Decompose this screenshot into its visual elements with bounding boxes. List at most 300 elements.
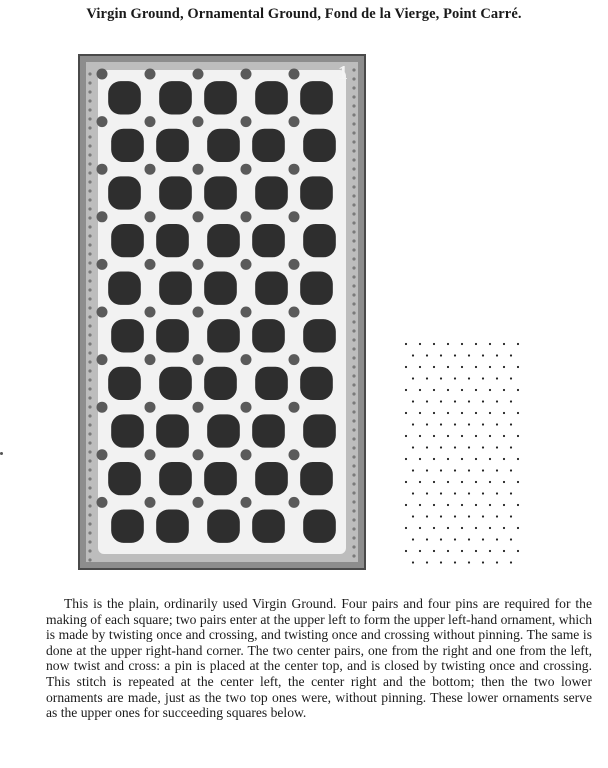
pricking-dot (412, 446, 414, 448)
pricking-dot (475, 550, 477, 552)
lace-hole (300, 176, 333, 209)
lace-ornament (97, 449, 108, 460)
pricking-dot (468, 354, 470, 356)
pricking-dot (482, 446, 484, 448)
net-dot (88, 414, 91, 417)
pricking-dot (482, 377, 484, 379)
pricking-dot (426, 469, 428, 471)
pricking-dot (468, 515, 470, 517)
lace-hole (207, 414, 240, 447)
lace-ornament (97, 164, 108, 175)
lace-ornament (145, 449, 156, 460)
pricking-dot (440, 400, 442, 402)
pricking-dot (461, 458, 463, 460)
net-dot (88, 288, 91, 291)
pricking-dot (482, 423, 484, 425)
lace-ornament (289, 402, 300, 413)
lace-hole (111, 129, 144, 162)
net-dot (352, 86, 355, 89)
pricking-dot (468, 400, 470, 402)
pricking-dot (461, 412, 463, 414)
lace-ornament (241, 354, 252, 365)
pricking-dot (517, 412, 519, 414)
net-dot (88, 504, 91, 507)
net-dot (88, 216, 91, 219)
pricking-dot (419, 412, 421, 414)
lace-hole (156, 414, 189, 447)
pricking-dot (454, 492, 456, 494)
pricking-dot (405, 366, 407, 368)
pricking-dot (440, 446, 442, 448)
lace-ornament (97, 116, 108, 127)
net-dot (88, 171, 91, 174)
net-dot (88, 135, 91, 138)
net-dot (352, 158, 355, 161)
pricking-dot (482, 492, 484, 494)
lace-hole (300, 462, 333, 495)
lace-ornament (97, 69, 108, 80)
lace-hole (108, 367, 141, 400)
pricking-dot (440, 561, 442, 563)
pricking-dot (433, 435, 435, 437)
lace-hole (255, 272, 288, 305)
lace-ornament (241, 449, 252, 460)
pricking-dot (503, 481, 505, 483)
lace-hole (255, 462, 288, 495)
lace-ornament (193, 259, 204, 270)
lace-ornament (145, 354, 156, 365)
lace-ornament (241, 259, 252, 270)
pricking-dot (475, 343, 477, 345)
net-dot (352, 212, 355, 215)
lace-ornament (289, 497, 300, 508)
net-dot (352, 401, 355, 404)
pricking-dot (440, 492, 442, 494)
pricking-dot (461, 481, 463, 483)
pricking-dot (475, 435, 477, 437)
pricking-dot (503, 527, 505, 529)
pricking-dot (489, 550, 491, 552)
pricking-dot (496, 561, 498, 563)
pricking-dot (489, 412, 491, 414)
lace-hole (207, 224, 240, 257)
pricking-dot (461, 504, 463, 506)
net-dot (352, 383, 355, 386)
net-dot (88, 486, 91, 489)
net-dot (88, 81, 91, 84)
pricking-dot (447, 389, 449, 391)
pricking-dot (475, 389, 477, 391)
lace-hole (303, 129, 336, 162)
net-dot (88, 261, 91, 264)
pricking-dot (419, 366, 421, 368)
net-dot (88, 450, 91, 453)
lace-hole (252, 414, 285, 447)
pricking-dot (433, 458, 435, 460)
net-dot (88, 468, 91, 471)
net-dot (88, 549, 91, 552)
pricking-dot (510, 561, 512, 563)
lace-hole (255, 176, 288, 209)
lace-hole (207, 129, 240, 162)
pricking-dot (426, 423, 428, 425)
pricking-dot (419, 504, 421, 506)
pricking-dot (440, 538, 442, 540)
lace-ornament (193, 307, 204, 318)
pricking-dot (510, 423, 512, 425)
pricking-dot (503, 412, 505, 414)
pricking-dot (454, 561, 456, 563)
pricking-dot (475, 504, 477, 506)
pricking-dot (503, 550, 505, 552)
lace-hole (207, 319, 240, 352)
lace-ornament (145, 164, 156, 175)
pricking-dot (447, 504, 449, 506)
lace-hole (108, 462, 141, 495)
pricking-dot (433, 389, 435, 391)
pricking-dot (440, 377, 442, 379)
plate-number: 1 (338, 62, 348, 84)
pricking-dot (503, 435, 505, 437)
lace-hole (303, 414, 336, 447)
lace-hole (303, 510, 336, 543)
net-dot (352, 518, 355, 521)
net-dot (88, 459, 91, 462)
net-dot (352, 284, 355, 287)
pricking-dot (412, 469, 414, 471)
pricking-dot (475, 366, 477, 368)
net-dot (352, 77, 355, 80)
lace-ornament (145, 211, 156, 222)
lace-hole (204, 81, 237, 114)
net-dot (352, 527, 355, 530)
lace-ornament (241, 402, 252, 413)
pricking-dot (426, 492, 428, 494)
pricking-dot (475, 412, 477, 414)
net-dot (88, 126, 91, 129)
lace-hole (159, 462, 192, 495)
pricking-dot (433, 366, 435, 368)
pricking-dot (412, 515, 414, 517)
lace-hole (111, 510, 144, 543)
pricking-dot (496, 423, 498, 425)
net-dot (352, 338, 355, 341)
net-dot (352, 455, 355, 458)
lace-hole (300, 81, 333, 114)
lace-hole (204, 367, 237, 400)
pricking-dot (517, 435, 519, 437)
pricking-dot (440, 515, 442, 517)
lace-ornament (241, 497, 252, 508)
net-dot (352, 473, 355, 476)
lace-hole (255, 367, 288, 400)
lace-ornament (193, 402, 204, 413)
lace-ornament (289, 354, 300, 365)
pricking-dot (454, 469, 456, 471)
pricking-dot (517, 550, 519, 552)
net-dot (88, 423, 91, 426)
pricking-dot (426, 377, 428, 379)
lace-ornament (97, 307, 108, 318)
lace-hole (252, 129, 285, 162)
pricking-dot (496, 377, 498, 379)
pricking-dot (419, 343, 421, 345)
pricking-dot (440, 354, 442, 356)
pricking-dot (433, 504, 435, 506)
pricking-dot (503, 458, 505, 460)
lace-hole (159, 176, 192, 209)
pricking-dot (454, 377, 456, 379)
net-dot (352, 464, 355, 467)
net-dot (88, 144, 91, 147)
net-dot (88, 558, 91, 561)
pricking-dot (461, 366, 463, 368)
net-dot (352, 302, 355, 305)
pricking-dot (489, 366, 491, 368)
lace-hole (252, 319, 285, 352)
pricking-dot (489, 458, 491, 460)
net-dot (352, 374, 355, 377)
pricking-dot (454, 354, 456, 356)
lace-hole (156, 224, 189, 257)
pricking-dot (517, 481, 519, 483)
net-dot (88, 306, 91, 309)
net-dot (88, 405, 91, 408)
net-dot (352, 149, 355, 152)
net-dot (88, 297, 91, 300)
pricking-dot (461, 389, 463, 391)
lace-hole (303, 224, 336, 257)
pricking-dot (461, 435, 463, 437)
pricking-dot (419, 527, 421, 529)
net-dot (352, 554, 355, 557)
pricking-dot (510, 354, 512, 356)
pricking-dot (454, 400, 456, 402)
pricking-dot (461, 527, 463, 529)
net-dot (352, 428, 355, 431)
pricking-dot (454, 538, 456, 540)
net-dot (352, 419, 355, 422)
lace-ornament (145, 402, 156, 413)
net-dot (352, 392, 355, 395)
pricking-dot (496, 354, 498, 356)
net-dot (352, 311, 355, 314)
net-dot (352, 185, 355, 188)
lace-ornament (145, 116, 156, 127)
net-dot (88, 234, 91, 237)
lace-hole (159, 367, 192, 400)
pricking-dot (405, 412, 407, 414)
net-dot (352, 131, 355, 134)
net-dot (88, 387, 91, 390)
pricking-dot (496, 400, 498, 402)
lace-ornament (193, 116, 204, 127)
pricking-dot (468, 423, 470, 425)
pricking-dot (447, 366, 449, 368)
net-dot (352, 365, 355, 368)
net-dot (352, 536, 355, 539)
net-dot (88, 531, 91, 534)
lace-hole (204, 176, 237, 209)
pricking-dot (510, 469, 512, 471)
net-dot (352, 140, 355, 143)
lace-ornament (97, 354, 108, 365)
lace-hole (159, 81, 192, 114)
lace-photograph (78, 54, 366, 570)
net-dot (352, 437, 355, 440)
pricking-dot (503, 389, 505, 391)
lace-ornament (193, 69, 204, 80)
lace-hole (111, 319, 144, 352)
net-dot (88, 522, 91, 525)
pricking-dot (412, 354, 414, 356)
pricking-dot (412, 400, 414, 402)
pricking-dot (412, 423, 414, 425)
lace-ornament (289, 116, 300, 127)
pricking-dot (517, 527, 519, 529)
pricking-dot (510, 515, 512, 517)
page-title: Virgin Ground, Ornamental Ground, Fond de la Vierge, Point Carré. (86, 6, 522, 22)
pricking-dot (489, 527, 491, 529)
pricking-dot (426, 354, 428, 356)
net-dot (352, 257, 355, 260)
description-text (46, 596, 592, 721)
pricking-dot (426, 446, 428, 448)
lace-ornament (289, 449, 300, 460)
pricking-dot (496, 446, 498, 448)
pricking-dot (405, 504, 407, 506)
pricking-dot (447, 435, 449, 437)
lace-ornament (289, 211, 300, 222)
net-dot (352, 446, 355, 449)
stray-mark (0, 452, 3, 455)
pricking-dot (503, 343, 505, 345)
pricking-dot (517, 504, 519, 506)
lace-hole (300, 367, 333, 400)
net-dot (88, 333, 91, 336)
pricking-dot (503, 366, 505, 368)
pricking-dot (405, 550, 407, 552)
lace-hole (204, 462, 237, 495)
lace-ornament (193, 164, 204, 175)
description-paragraph: This is the plain, ordinarily used Virgin Ground. Four pairs and four pins are required for the making of each square; two pairs enter at the upper left to form the upper left-hand ornament, which is made by twisting once and crossing, and twisting once and crossing without pinning. The same is done at the upper right-hand corner. The two center pairs, one from the right and one from the left, now twist and cross: a pin is placed at the center top, and is closed by twisting once and crossing. This stitch is repeated at the center left, the center right and the bottom; then the two lower ornaments are made, just as the two top ones were, without pinning. These lower ornaments serve as the upper ones for succeeding squares below. (46, 596, 592, 721)
lace-hole (156, 129, 189, 162)
lace-ornament (145, 497, 156, 508)
pricking-dot (496, 492, 498, 494)
pricking-dot (433, 412, 435, 414)
pricking-dot (489, 389, 491, 391)
pricking-dot (482, 515, 484, 517)
net-dot (352, 95, 355, 98)
net-dot (352, 293, 355, 296)
net-dot (88, 279, 91, 282)
pricking-dot (482, 561, 484, 563)
net-dot (88, 360, 91, 363)
net-dot (352, 410, 355, 413)
pricking-dot (426, 538, 428, 540)
net-dot (88, 99, 91, 102)
lace-hole (255, 81, 288, 114)
pricking-dot (496, 515, 498, 517)
pricking-dot (468, 377, 470, 379)
lace-ornament (241, 69, 252, 80)
pricking-dot (440, 469, 442, 471)
net-dot (88, 396, 91, 399)
lace-sample-image (80, 56, 364, 568)
net-dot (88, 252, 91, 255)
net-dot (352, 356, 355, 359)
lace-ornament (289, 164, 300, 175)
net-dot (352, 266, 355, 269)
net-dot (352, 500, 355, 503)
pricking-dot (454, 515, 456, 517)
net-dot (88, 432, 91, 435)
pricking-dot (482, 400, 484, 402)
lace-hole (159, 272, 192, 305)
pricking-dot (510, 492, 512, 494)
lace-ornament (193, 211, 204, 222)
pricking-dot (517, 458, 519, 460)
net-dot (88, 153, 91, 156)
lace-ornament (289, 307, 300, 318)
pricking-dot (426, 561, 428, 563)
lace-hole (207, 510, 240, 543)
pricking-dot (482, 538, 484, 540)
pricking-dot (461, 550, 463, 552)
net-dot (88, 180, 91, 183)
net-dot (88, 207, 91, 210)
net-dot (88, 72, 91, 75)
net-dot (88, 108, 91, 111)
net-dot (88, 270, 91, 273)
pricking-dot (447, 527, 449, 529)
pricking-dot (468, 469, 470, 471)
lace-hole (108, 272, 141, 305)
pricking-dot (489, 481, 491, 483)
pricking-dot (489, 343, 491, 345)
pricking-dot (482, 469, 484, 471)
lace-hole (111, 224, 144, 257)
pricking-dot (412, 377, 414, 379)
net-dot (352, 329, 355, 332)
lace-ornament (97, 211, 108, 222)
net-dot (352, 113, 355, 116)
pricking-dot (426, 400, 428, 402)
net-dot (352, 122, 355, 125)
pricking-dot (482, 354, 484, 356)
pricking-dot (510, 400, 512, 402)
net-dot (88, 342, 91, 345)
lace-hole (252, 510, 285, 543)
net-dot (88, 351, 91, 354)
net-dot (88, 513, 91, 516)
pricking-dot (419, 550, 421, 552)
pricking-dot (510, 446, 512, 448)
net-dot (88, 369, 91, 372)
lace-ornament (193, 449, 204, 460)
pricking-dot (405, 389, 407, 391)
net-dot (88, 243, 91, 246)
pricking-dot (419, 389, 421, 391)
pricking-dot-pattern (402, 340, 524, 572)
pricking-dot (412, 538, 414, 540)
pricking-dot (489, 435, 491, 437)
pricking-dot (475, 481, 477, 483)
lace-ornament (193, 354, 204, 365)
pricking-dot (405, 481, 407, 483)
pricking-dot (447, 458, 449, 460)
pricking-dot (468, 446, 470, 448)
